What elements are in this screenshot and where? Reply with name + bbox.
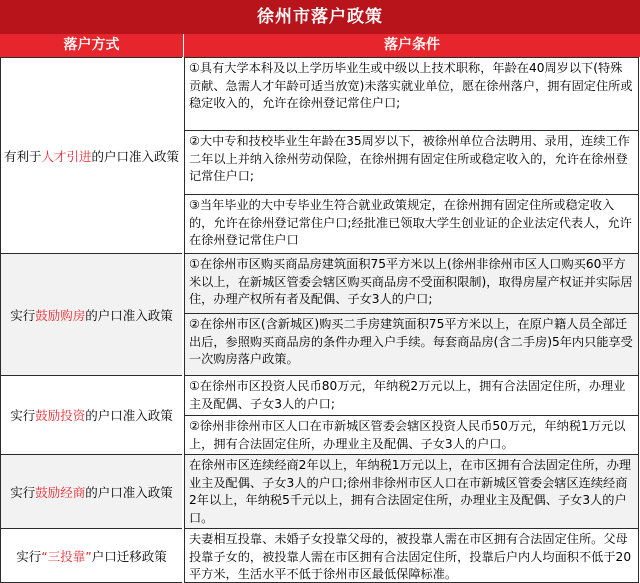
condition-text: ③当年毕业的大中专毕业生符合就业政策规定，在徐州拥有固定住所或稳定收入的，允许在徐州登记常住户口;经批准已领取大学生创业证的企业法定代表人，允许在徐州登记常住户口 — [189, 198, 632, 247]
condition-talent-3 — [184, 194, 639, 254]
condition-housing-1 — [184, 253, 639, 314]
condition-investment-2 — [184, 415, 639, 455]
method-housing-highlight: 鼓励购房 — [35, 307, 86, 323]
method-talent-post: 的户口准入政策 — [91, 148, 180, 164]
condition-talent-2 — [184, 130, 639, 195]
condition-investment-1 — [184, 375, 639, 416]
method-dependency-pre: 实行 — [16, 548, 42, 564]
method-investment-pre: 实行 — [10, 408, 36, 423]
condition-text: ①在徐州市区投资人民币80万元，年纳税2万元以上，拥有合法固定住所，办理业主及配偶、子女3人的户口; — [189, 379, 626, 411]
condition-text: ①具有大学本科及以上学历毕业生或中级以上技术职称，年龄在40周岁以下(特殊贡献、急需人才年龄可适当放宽)未落实就业单位，愿在徐州落户，拥有固定住所或稳定收入的，允许在徐州登记常住户口; — [189, 61, 633, 110]
condition-talent-1 — [184, 57, 639, 131]
method-talent — [0, 57, 182, 254]
method-talent-highlight: 人才引进 — [41, 148, 92, 164]
method-talent-pre: 有利于 — [3, 148, 42, 164]
condition-text: ①在徐州市区购买商品房建筑面积75平方米以上(徐州非徐州市区人口购买60平方米以上，在新城区管委会辖区购买商品房不受面积限制)，取得房屋产权证并实际居住，办理产权所有者及配偶、子女3人的户口; — [189, 257, 633, 306]
method-business-post: 的户口准入政策 — [85, 484, 173, 500]
condition-text: ②徐州非徐州市区人口在市新城区管委会辖区投资人民币50万元，年纳税1万元以上，拥有合法固定住所，办理业主及配偶、子女3人的户口。 — [189, 419, 626, 451]
table-title: 徐州市落户政策 — [0, 0, 640, 34]
method-housing-pre: 实行 — [10, 307, 36, 323]
method-business — [0, 454, 182, 529]
header-method: 落户方式 — [0, 34, 184, 57]
method-investment — [0, 375, 182, 455]
condition-text: 在徐州市区连续经商2年以上，年纳税1万元以上，在市区拥有合法固定住所，办理业主及配偶、子女3人的户口;徐州非徐州市区人口在市新城区管委会辖区连续经商2年以上，年纳税5千元以上，拥有合法固定住所，办理业主及配偶、子女3人的户口。 — [189, 458, 632, 525]
method-dependency-post: 户口迁移政策 — [91, 548, 167, 564]
method-dependency-highlight: “三投靠” — [41, 548, 92, 564]
condition-dependency-1 — [184, 528, 639, 583]
method-investment-post: 的户口准入政策 — [85, 408, 173, 423]
method-investment-highlight: 鼓励投资 — [35, 408, 86, 423]
condition-text: ②在徐州市区(含新城区)购买二手房建筑面积75平方米以上，在原户籍人员全部迁出后，参照购买商品房的条件办理入户手续。每套商品房(含二手房)5年内只能享受一次购房落户政策。 — [189, 317, 633, 366]
header-conditions: 落户条件 — [184, 34, 640, 57]
condition-business-1 — [184, 454, 639, 529]
condition-text: 夫妻相互投靠、未婚子女投靠父母的，被投靠人需在市区拥有合法固定住所。父母投靠子女的，被投靠人需在市区拥有合法固定住所，投靠后户内人均面积不低于20平方米，生活水平不低于徐州市区最低保障标准。 — [189, 532, 632, 581]
method-housing-post: 的户口准入政策 — [85, 307, 173, 323]
condition-text: ②大中专和技校毕业生年龄在35周岁以下，被徐州单位合法聘用、录用，连续工作二年以上并纳入徐州劳动保险，在徐州拥有固定住所或稳定收入的，允许在徐州登记常住户口; — [189, 134, 630, 183]
condition-housing-2 — [184, 313, 639, 376]
method-housing — [0, 253, 182, 376]
method-dependency — [0, 528, 182, 583]
method-business-pre: 实行 — [10, 484, 36, 500]
method-business-highlight: 鼓励经商 — [35, 484, 86, 500]
